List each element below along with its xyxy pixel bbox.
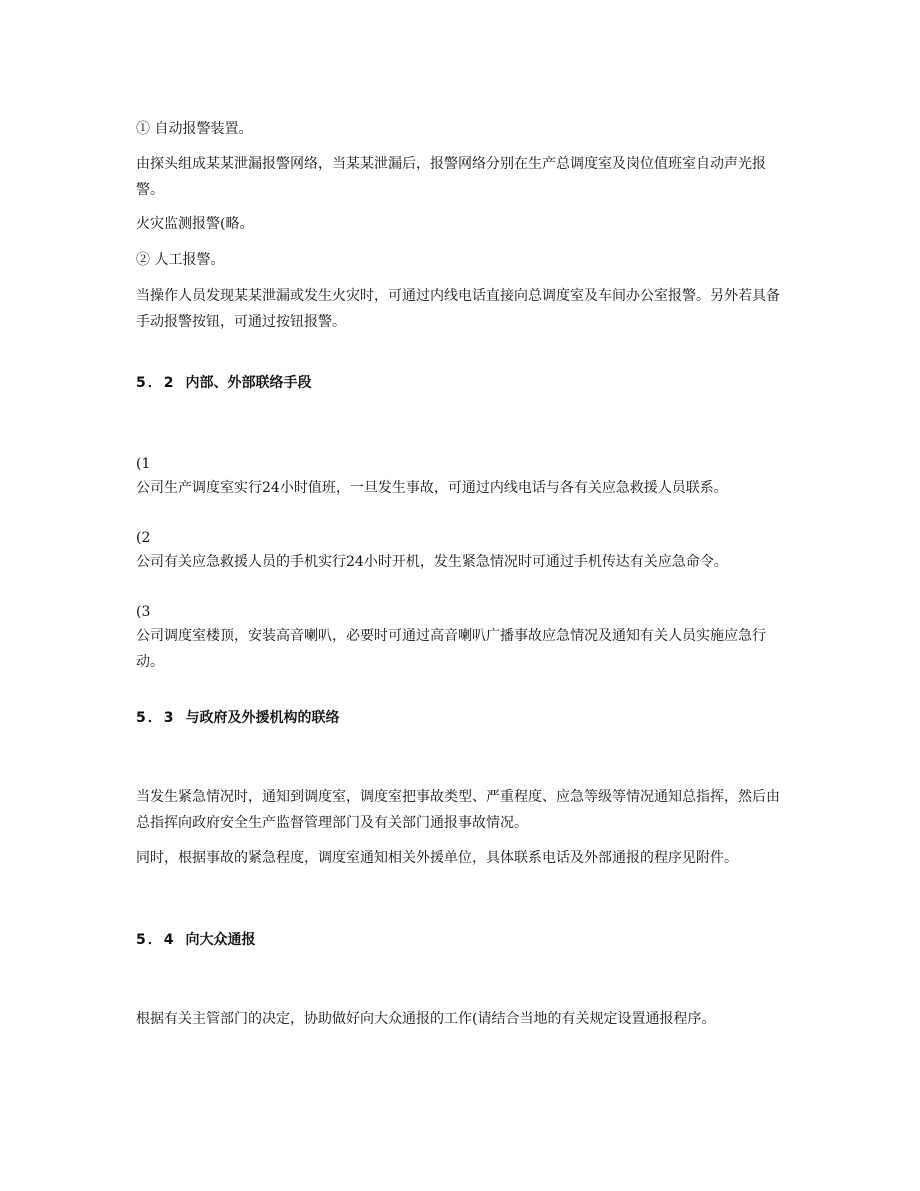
- item-label: (2: [136, 530, 151, 546]
- section-number: 5．4: [136, 932, 176, 948]
- paragraph-manual-alarm: ② 人工报警。: [136, 252, 225, 268]
- paragraph-public-notice: 根据有关主管部门的决定，协助做好向大众通报的工作(请结合当地的有关规定设置通报程序。: [136, 1011, 716, 1027]
- item-text: 公司调度室楼顶，安装高音喇叭，必要时可通过高音喇叭广播事故应急情况及通知有关人员实施应急行动。: [136, 628, 766, 670]
- paragraph-alarm-network: 由探头组成某某泄漏报警网络，当某某泄漏后，报警网络分别在生产总调度室及岗位值班室自动声光报警。: [136, 156, 766, 198]
- section-title: 内部、外部联络手段: [185, 375, 312, 391]
- item-label: (3: [136, 604, 151, 620]
- list-item: [136, 453, 786, 501]
- paragraph-external-aid: 同时，根据事故的紧急程度，调度室通知相关外援单位，具体联系电话及外部通报的程序见附件。: [136, 850, 738, 866]
- paragraph-manual-alarm-detail: 当操作人员发现某某泄漏或发生火灾时，可通过内线电话直接向总调度室及车间办公室报警。另外若具备手动报警按钮，可通过按钮报警。: [136, 288, 780, 330]
- item-text: 公司生产调度室实行24小时值班，一旦发生事故，可通过内线电话与各有关应急救援人员联系。: [136, 480, 728, 496]
- section-heading-5-2: [136, 372, 786, 394]
- section-number: 5．3: [136, 710, 176, 726]
- section-number: 5．2: [136, 375, 176, 391]
- paragraph-auto-alarm: ① 自动报警装置。: [136, 121, 253, 137]
- section-heading-5-3: [136, 707, 786, 729]
- paragraph-fire-monitoring: 火灾监测报警(略。: [136, 216, 254, 232]
- section-title: 与政府及外援机构的联络: [185, 710, 340, 726]
- section-heading-5-4: [136, 929, 786, 951]
- paragraph-emergency-notify: 当发生紧急情况时，通知到调度室，调度室把事故类型、严重程度、应急等级等情况通知总指挥，然后由总指挥向政府安全生产监督管理部门及有关部门通报事故情况。: [136, 789, 780, 831]
- section-title: 向大众通报: [185, 932, 256, 948]
- list-item: [136, 601, 786, 675]
- item-label: (1: [136, 456, 151, 472]
- item-text: 公司有关应急救援人员的手机实行24小时开机，发生紧急情况时可通过手机传达有关应急命令。: [136, 554, 728, 570]
- list-item: [136, 527, 786, 575]
